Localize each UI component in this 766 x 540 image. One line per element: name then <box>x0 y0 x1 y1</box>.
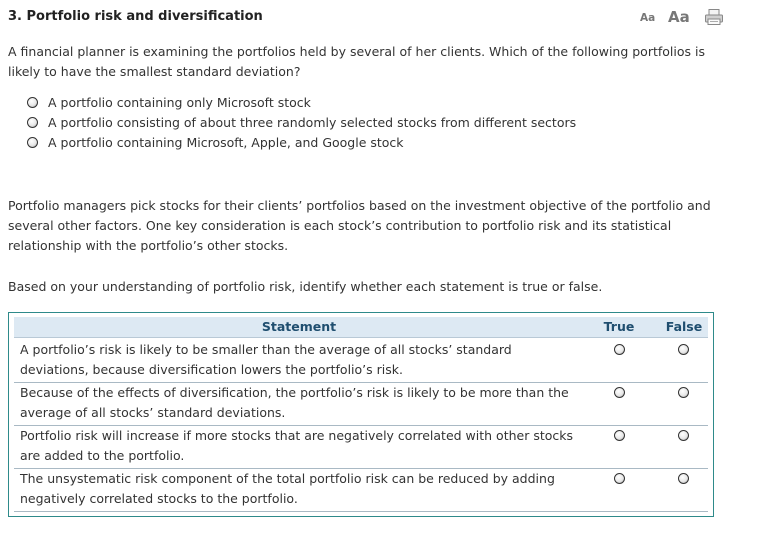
true-column-header: True <box>603 319 635 334</box>
question-prompt: A financial planner is examining the portfolios held by several of her clients. Which of the following portfolios is likely to have the smallest standard deviation? <box>8 44 705 79</box>
false-radio-button[interactable] <box>678 473 689 484</box>
increase-font-button[interactable]: Aa <box>668 8 690 26</box>
printer-icon[interactable] <box>705 9 723 25</box>
false-radio-button[interactable] <box>678 387 689 398</box>
instruction-text: Based on your understanding of portfolio risk, identify whether each statement is true or false. <box>8 279 603 294</box>
table-header <box>14 317 708 338</box>
answer-options <box>27 92 576 152</box>
table-row <box>14 425 708 469</box>
option-label: A portfolio containing Microsoft, Apple, and Google stock <box>48 134 404 150</box>
question-title: 3. Portfolio risk and diversification <box>8 9 263 24</box>
radio-button[interactable] <box>27 137 38 148</box>
radio-button[interactable] <box>27 117 38 128</box>
false-radio-button[interactable] <box>678 430 689 441</box>
false-column-header: False <box>665 319 703 334</box>
option-label: A portfolio containing only Microsoft stock <box>48 94 311 110</box>
true-radio-button[interactable] <box>614 387 625 398</box>
statement-column-header: Statement <box>261 319 337 334</box>
statement-text: A portfolio’s risk is likely to be smaller than the average of all stocks’ standard deviations, because diversification lowers the portfolio’s risk. <box>20 342 512 377</box>
table-row <box>14 339 708 383</box>
passage-text: Portfolio managers pick stocks for their clients’ portfolios based on the investment objective of the portfolio and several other factors. One key consideration is each stock’s contribution to portfolio risk and its statistical relationship with the portfolio’s other stocks. <box>8 198 711 253</box>
radio-button[interactable] <box>27 97 38 108</box>
true-false-table <box>8 312 714 517</box>
true-radio-button[interactable] <box>614 344 625 355</box>
table-row <box>14 468 708 512</box>
option-label: A portfolio consisting of about three randomly selected stocks from different sectors <box>48 114 577 130</box>
option-row[interactable] <box>27 92 576 112</box>
statement-text: Portfolio risk will increase if more stocks that are negatively correlated with other stocks are added to the portfolio. <box>20 428 574 463</box>
statement-text: Because of the effects of diversification, the portfolio’s risk is likely to be more than the average of all stocks’ standard deviations. <box>20 385 569 420</box>
false-radio-button[interactable] <box>678 344 689 355</box>
option-row[interactable] <box>27 112 576 132</box>
table-row <box>14 382 708 426</box>
statement-text: The unsystematic risk component of the total portfolio risk can be reduced by adding negatively correlated stocks to the portfolio. <box>20 471 555 506</box>
true-radio-button[interactable] <box>614 473 625 484</box>
question-header <box>8 8 726 28</box>
decrease-font-button[interactable]: Aa <box>640 12 656 24</box>
true-radio-button[interactable] <box>614 430 625 441</box>
option-row[interactable] <box>27 132 576 152</box>
